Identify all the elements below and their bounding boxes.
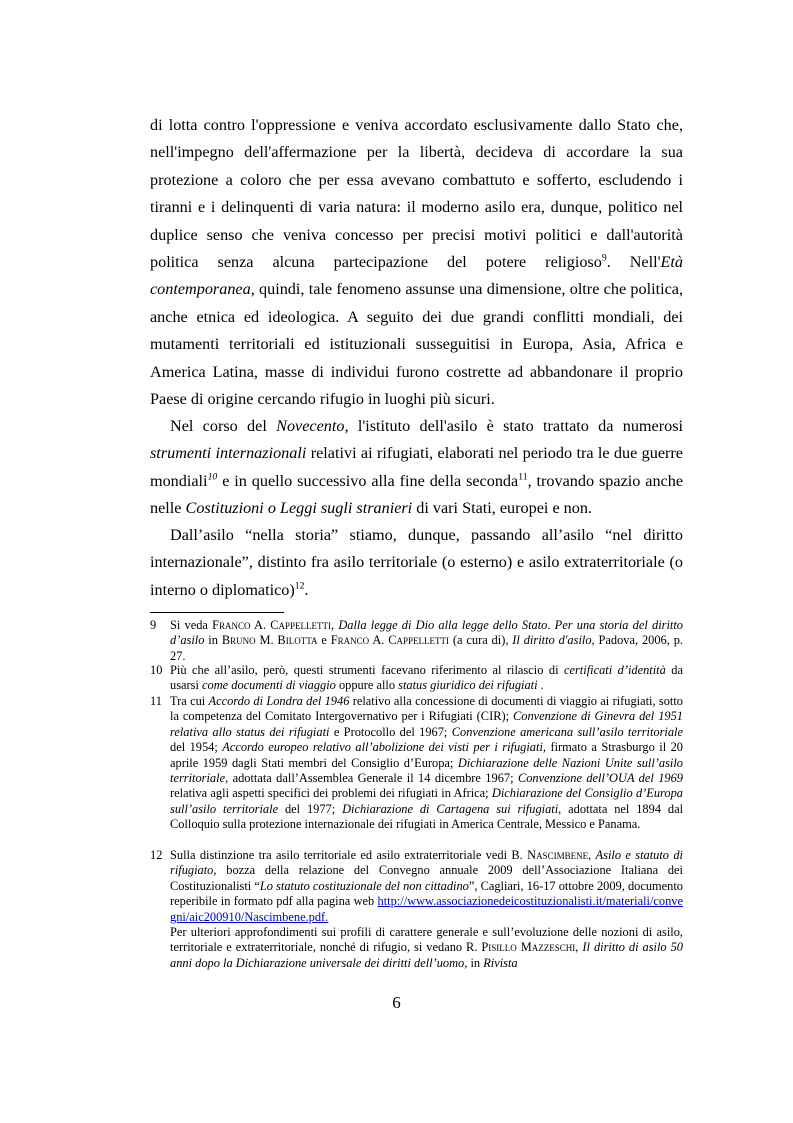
italic-run: Dichiarazione delle Nazioni Unite sull’asilo territoriale <box>170 755 683 786</box>
text-run: Dall’asilo “nella storia” stiamo, dunque, passando all’asilo “nel diritto internazionale”, distinto fra asilo territoriale (o esterno) e asilo extraterritoriale (o interno o diplomatico) <box>150 526 683 599</box>
footnote-text-continued <box>170 925 683 971</box>
italic-run: Accordo europeo relativo all’abolizione dei visti per i rifugiati <box>222 740 543 755</box>
italic-run: Asilo e statuto di rifugiato <box>170 848 683 878</box>
text-run: l'istituto dell'asilo è stato trattato da numerosi <box>348 417 683 435</box>
text-run: di vari Stati, europei e non. <box>412 499 593 518</box>
author-name: Pisillo Mazzeschi <box>481 940 576 955</box>
italic-run: Novecento, <box>276 417 349 435</box>
footnote-text <box>170 694 683 833</box>
text-run: oppure allo <box>335 678 399 693</box>
italic-run: Il diritto d'asilo <box>512 633 592 648</box>
italic-run: strumenti internazionali <box>150 444 307 463</box>
footnote-separator <box>150 612 284 613</box>
pdf-link[interactable]: http://www.associazionedeicostituzionalisti.it/materiali/convegni/aic200910/Nascimbene.pdf. <box>170 894 683 924</box>
text-run: da usarsi <box>170 663 683 693</box>
text-run: in <box>204 633 222 648</box>
italic-run: Dichiarazione di Cartagena sui rifugiati <box>342 801 559 816</box>
text-run: e Protocollo del 1967; <box>329 724 452 739</box>
text-run: , bozza della relazione del Convegno annuale 2009 dell’Associazione Italiana dei Costituzionalisti “ <box>170 863 683 893</box>
text-run: , adottata dall’Assemblea Generale il 14 dicembre 1967; <box>225 771 518 786</box>
text-run: del 1977; <box>278 801 343 816</box>
text-run: (a cura di), <box>449 633 513 648</box>
italic-run: Costituzioni o Leggi sugli stranieri <box>185 499 413 518</box>
footnote-ref-10[interactable]: 10 <box>207 471 218 483</box>
text-run: ”, Cagliari, 16-17 ottobre 2009, documento reperibile in formato pdf alla pagina web <box>170 878 684 909</box>
text-run: relativa agli aspetti specifici dei problemi dei rifugiati in Africa; <box>170 786 492 801</box>
italic-run: Convenzione americana sull’asilo territoriale <box>451 724 683 739</box>
text-run: , firmato a Strasburgo il 20 aprile 1959 dagli Stati membri del Consiglio d’Europa; <box>170 740 683 770</box>
author-name: Franco A. Cappelletti <box>330 633 449 648</box>
author-name: Nascimbene <box>527 848 589 862</box>
footnote-text <box>170 663 683 694</box>
footnote-ref-12[interactable]: 12 <box>294 580 305 592</box>
italic-run: come documenti di viaggio <box>202 678 336 693</box>
text-run: relativo alla concessione di documenti di viaggio ai rifugiati, sotto la competenza del Comitato Intergovernativo per i Rifugiati (CIR); <box>170 694 683 724</box>
text-run: Nel corso del <box>170 417 277 435</box>
italic-run: status giuridico dei rifugiati <box>398 678 538 693</box>
footnote-number: 11 <box>150 694 162 708</box>
text-run: e <box>317 633 331 648</box>
footnote-number: 12 <box>150 848 163 862</box>
footnote-ref-11[interactable]: 11 <box>518 471 528 483</box>
text-run: Tra cui <box>170 694 209 708</box>
footnote-text <box>170 618 683 664</box>
italic-run: Lo statuto costituzionale del non cittadino <box>259 878 469 893</box>
text-run: , <box>575 940 583 955</box>
italic-run: Dichiarazione del Consiglio d’Europa sull’asilo territoriale <box>170 786 683 816</box>
italic-run: Dalla legge di Dio alla legge dello Stato <box>338 618 548 632</box>
italic-run: Il diritto di asilo 50 anni dopo la Dichiarazione universale dei diritti dell’uomo, <box>170 940 683 970</box>
footnote-ref-9[interactable]: 9 <box>601 252 607 264</box>
text-run: , adottata nel 1894 dal Colloquio sulla protezione internazionale dei rifugiati in America Centrale, Messico e Panama. <box>170 801 684 832</box>
footnote-12 <box>150 848 683 971</box>
italic-run: Convenzione di Ginevra del 1951 relativa allo status dei rifugiati <box>170 709 683 739</box>
body-paragraph-2 <box>150 413 683 523</box>
author-name: Bruno M. Bilotta <box>221 633 318 648</box>
text-run: del 1954; <box>170 740 223 755</box>
text-run: Sulla distinzione tra asilo territoriale ed asilo extraterritoriale vedi B. <box>170 848 528 862</box>
italic-run: Convenzione dell’OUA del 1969 <box>517 771 683 786</box>
italic-run: Età contemporanea, <box>150 253 683 299</box>
text-run: Per ulteriori approfondimenti sui profili di carattere generale e sull’evoluzione delle nozioni di asilo, territoriale e extraterritoriale, nonché di rifugio, si vedano R. <box>170 925 683 955</box>
footnote-9 <box>150 618 683 664</box>
text-run: , Padova, 2006, p. 27. <box>170 633 684 663</box>
body-paragraph-3 <box>150 522 683 604</box>
italic-run: Per una storia del diritto d’asilo <box>170 618 683 648</box>
text-run: , <box>588 848 596 862</box>
page-number: 6 <box>392 993 401 1012</box>
text-run: Si veda <box>170 618 213 632</box>
italic-run: Rivista <box>483 955 518 970</box>
body-paragraph-1 <box>150 112 683 413</box>
text-run: . Nell' <box>606 253 661 272</box>
text-run: quindi, tale fenomeno assunse una dimensione, oltre che politica, anche etnica ed ideologica. A seguito dei due grandi conflitti mondiali, dei mutamenti territoriali ed istituzionali susseguitisi in Europa, Asia, Africa e America Latina, masse di individui furono costrette ad abbandonare il proprio Paese di origine cercando rifugio in luoghi più sicuri. <box>150 280 683 409</box>
footnote-number: 9 <box>150 618 157 632</box>
text-run: . <box>537 678 544 693</box>
text-run: di lotta contro l'oppressione e veniva accordato esclusivamente dallo Stato che, nell'impegno dell'affermazione per la libertà, decideva di accordare la sua protezione a coloro che per essa avevano combattuto e sofferto, escludendo i tiranni e i delinquenti di varia natura: il moderno asilo era, dunque, politico nel duplice senso che veniva concesso per precisi motivi politici e dall'autorità politica senza alcuna partecipazione del potere religioso <box>150 116 683 272</box>
text-run: e in quello successivo alla fine della seconda <box>217 471 519 490</box>
author-name: Franco A. Cappelletti <box>212 618 332 632</box>
text-run: relativi ai rifugiati, elaborati nel periodo tra le due guerre mondiali <box>150 444 683 490</box>
footnote-text <box>170 848 683 925</box>
text-run: Più che all’asilo, però, questi strumenti facevano riferimento al rilascio di <box>170 663 564 677</box>
text-run: , trovando spazio anche nelle <box>150 471 684 518</box>
text-run: . <box>547 618 555 632</box>
footnote-11 <box>150 694 683 833</box>
text-run: , <box>331 618 339 632</box>
italic-run: Accordo di Londra del 1946 <box>208 694 350 708</box>
footnote-10 <box>150 663 683 694</box>
text-run: . <box>304 580 309 599</box>
footnote-number: 10 <box>150 663 163 677</box>
italic-run: certificati d’identità <box>563 663 666 677</box>
text-run: in <box>467 955 484 970</box>
